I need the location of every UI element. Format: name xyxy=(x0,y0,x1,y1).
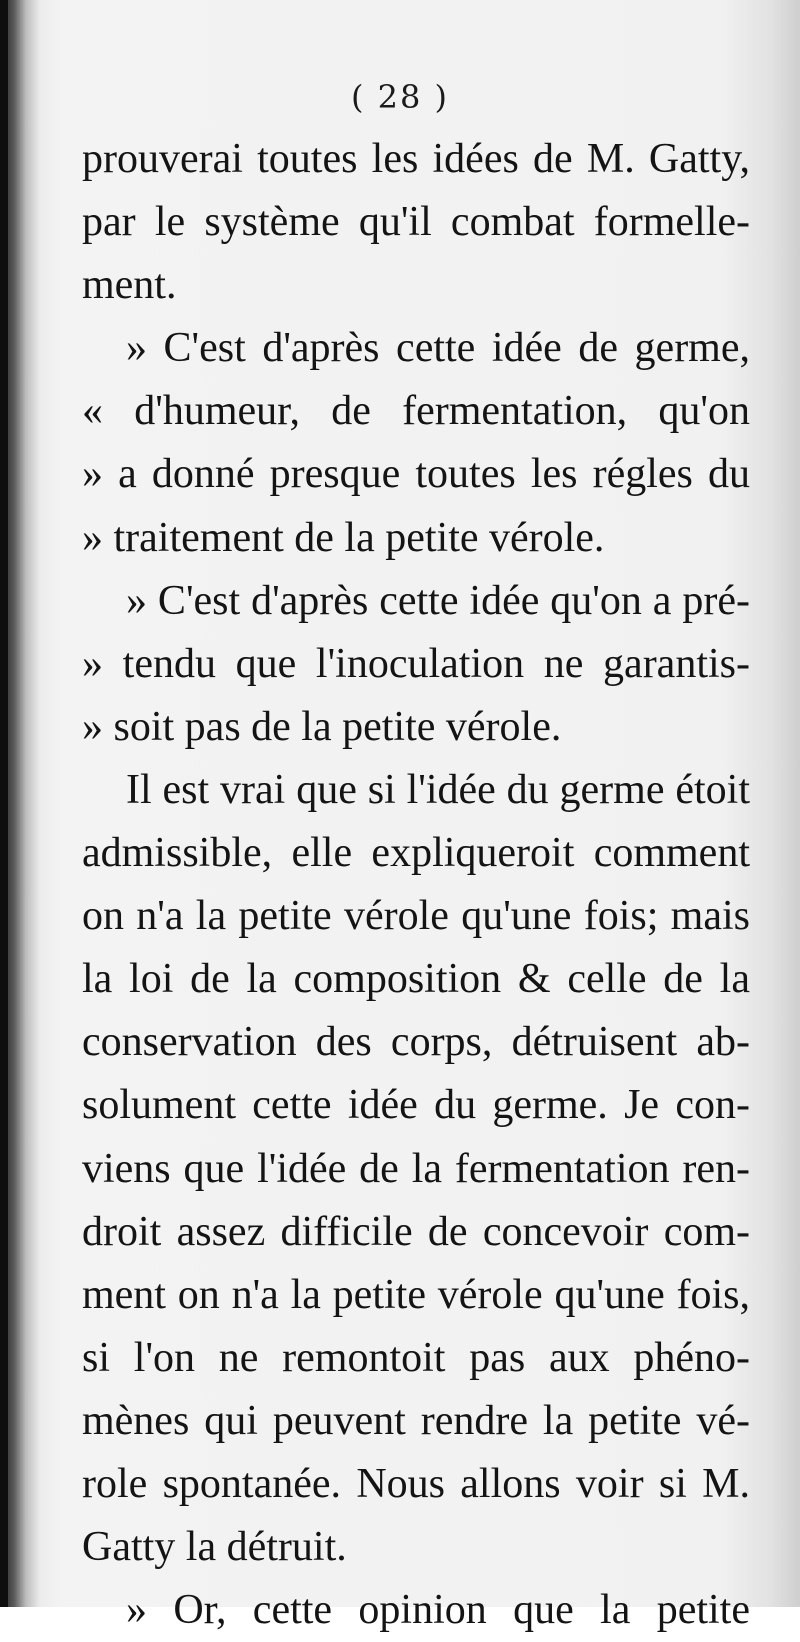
text-line: on n'a la petite vérole qu'une fois; mais xyxy=(82,893,750,940)
text-line: admissible, elle expliqueroit comment xyxy=(82,830,750,877)
text-line: conservation des corps, détruisent ab- xyxy=(82,1019,750,1066)
text-line: » a donné presque toutes les régles du xyxy=(82,451,750,498)
text-line: Gatty la détruit. xyxy=(82,1524,347,1571)
text-line: si l'on ne remontoit pas aux phéno- xyxy=(82,1334,750,1381)
text-line: » soit pas de la petite vérole. xyxy=(82,703,562,750)
text-line: » traitement de la petite vérole. xyxy=(82,514,605,561)
text-line: » C'est d'après cette idée qu'on a pré- xyxy=(126,577,750,624)
body-text xyxy=(82,128,750,1642)
text-line: » tendu que l'inoculation ne garantis- xyxy=(82,640,750,687)
text-line: droit assez difficile de concevoir com- xyxy=(82,1208,750,1255)
text-line: » Or, cette opinion que la petite xyxy=(126,1587,750,1634)
text-line: Il est vrai que si l'idée du germe étoit xyxy=(126,766,750,813)
text-line: par le système qu'il combat formelle- xyxy=(82,199,750,246)
text-line: viens que l'idée de la fermentation ren- xyxy=(82,1145,750,1192)
text-line: la loi de la composition & celle de la xyxy=(82,956,750,1003)
text-line: role spontanée. Nous allons voir si M. xyxy=(82,1460,750,1507)
text-line: » C'est d'après cette idée de germe, xyxy=(126,325,750,372)
text-line: ment. xyxy=(82,262,177,309)
text-line: solument cette idée du germe. Je con- xyxy=(82,1082,750,1129)
page-number: ( 28 ) xyxy=(350,78,450,116)
text-line: « d'humeur, de fermentation, qu'on xyxy=(82,388,750,435)
binding-shadow xyxy=(0,0,8,1607)
text-line: mènes qui peuvent rendre la petite vé- xyxy=(82,1397,750,1444)
text-line: prouverai toutes les idées de M. Gatty, xyxy=(82,136,750,182)
text-line: ment on n'a la petite vérole qu'une fois, xyxy=(82,1271,750,1318)
